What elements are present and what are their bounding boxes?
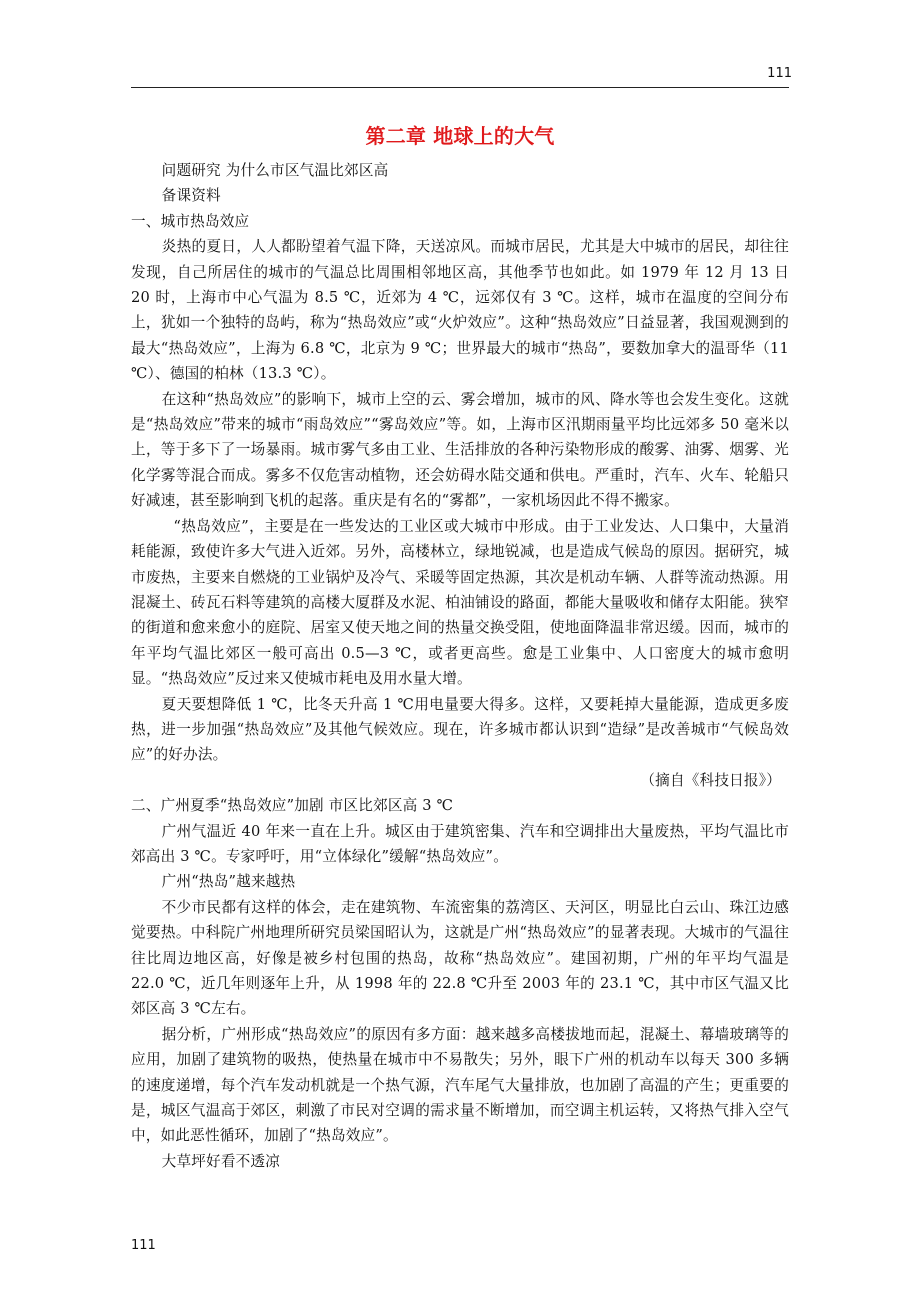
paragraph: 不少市民都有这样的体会，走在建筑物、车流密集的荔湾区、天河区，明显比白云山、珠江边感觉要热。中科院广州地理所研究员梁国昭认为，这就是广州“热岛效应”的显著表现。大城市的气温往往比周边地区高，好像是被乡村包围的热岛，故称“热岛效应”。建国初期，广州的年平均气温是 22.0 ℃，近几年则逐年上升，从 1998 年的 22.8 ℃升至 2003 年的 23.1 ℃，其中市区气温又比郊区高 3 ℃左右。 [131, 898, 789, 1018]
chapter-title: 第二章 地球上的大气 [365, 124, 555, 148]
header-rule [131, 87, 789, 88]
heading-guangzhou: 二、广州夏季“热岛效应”加剧 市区比郊区高 3 ℃ [131, 797, 454, 815]
paragraph: 夏天要想降低 1 ℃，比冬天升高 1 ℃用电量要大得多。这样，又要耗掉大量能源，造成更多废热，进一步加强“热岛效应”及其他气候效应。现在，许多城市都认识到“造绿”是改善城市“气候岛效应”的好办法。 [131, 695, 789, 764]
footer-page-number: 111 [131, 1238, 156, 1253]
subheading: 大草坪好看不透凉 [161, 1152, 281, 1170]
header-page-number: 111 [767, 66, 792, 81]
paragraph: 广州气温近 40 年来一直在上升。城区由于建筑密集、汽车和空调排出大量废热，平均气温比市郊高出 3 ℃。专家呼吁，用“立体绿化”缓解“热岛效应”。 [131, 822, 789, 865]
heading-urban-heat-island: 一、城市热岛效应 [131, 212, 250, 230]
paragraph: “热岛效应”，主要是在一些发达的工业区或大城市中形成。由于工业发达、人口集中，大量消耗能源，致使许多大气进入近郊。另外，高楼林立，绿地锐减，也是造成气候岛的原因。据研究，城市废热，主要来自燃烧的工业锅炉及冷气、采暖等固定热源，其次是机动车辆、人群等流动热源。用混凝土、砖瓦石料等建筑的高楼大厦群及水泥、柏油铺设的路面，都能大量吸收和储存太阳能。狭窄的街道和愈来愈小的庭院、居室又使天地之间的热量交换受阻，使地面降温非常迟缓。因而，城市的年平均气温比郊区一般可高出 0.5—3 ℃，或者更高些。愈是工业集中、人口密度大的城市愈明显。“热岛效应”反过来又使城市耗电及用水量大增。 [131, 517, 789, 688]
paragraph: 炎热的夏日，人人都盼望着气温下降，天送凉风。而城市居民，尤其是大中城市的居民，却往往发现，自己所居住的城市的气温总比周围相邻地区高，其他季节也如此。如 1979 年 12 月 13 日 20 时，上海市中心气温为 8.5 ℃，近郊为 4 ℃，远郊仅有 3 ℃。这样，城市在温度的空间分布上，犹如一个独特的岛屿，称为“热岛效应”或“火炉效应”。这种“热岛效应”日益显著，我国观测到的最大“热岛效应”，上海为 6.8 ℃，北京为 9 ℃；世界最大的城市“热岛”，要数加拿大的温哥华（11 ℃）、德国的柏林（13.3 ℃）。 [131, 238, 789, 383]
paragraph: 据分析，广州形成“热岛效应”的原因有多方面：越来越多高楼拔地而起，混凝土、幕墙玻璃等的应用，加剧了建筑物的吸热，使热量在城市中不易散失；另外，眼下广州的机动车以每天 300 多辆的速度递增，每个汽车发动机就是一个热气源，汽车尾气大量排放，也加剧了高温的产生；更重要的是，城区气温高于郊区，刺激了市民对空调的需求量不断增加，而空调主机运转，又将热气排入空气中，如此恶性循环，加剧了“热岛效应”。 [131, 1025, 789, 1145]
paragraph: 在这种“热岛效应”的影响下，城市上空的云、雾会增加，城市的风、降水等也会发生变化。这就是“热岛效应”带来的城市“雨岛效应”“雾岛效应”等。如，上海市区汛期雨量平均比远郊多 50 毫米以上，等于多下了一场暴雨。城市雾气多由工业、生活排放的各种污染物形成的酸雾、油雾、烟雾、光化学雾等混合而成。雾多不仅危害动植物，还会妨碍水陆交通和供电。严重时，汽车、火车、轮船只好减速，甚至影响到飞机的起落。重庆是有名的“雾都”，一家机场因此不得不搬家。 [131, 390, 789, 510]
source-citation: （摘自《科技日报》） [640, 771, 781, 789]
page-content [131, 118, 789, 1174]
subheading: 广州“热岛”越来越热 [161, 873, 296, 891]
section-topic: 问题研究 为什么市区气温比郊区高 [161, 162, 389, 179]
section-label-materials: 备课资料 [161, 187, 221, 205]
